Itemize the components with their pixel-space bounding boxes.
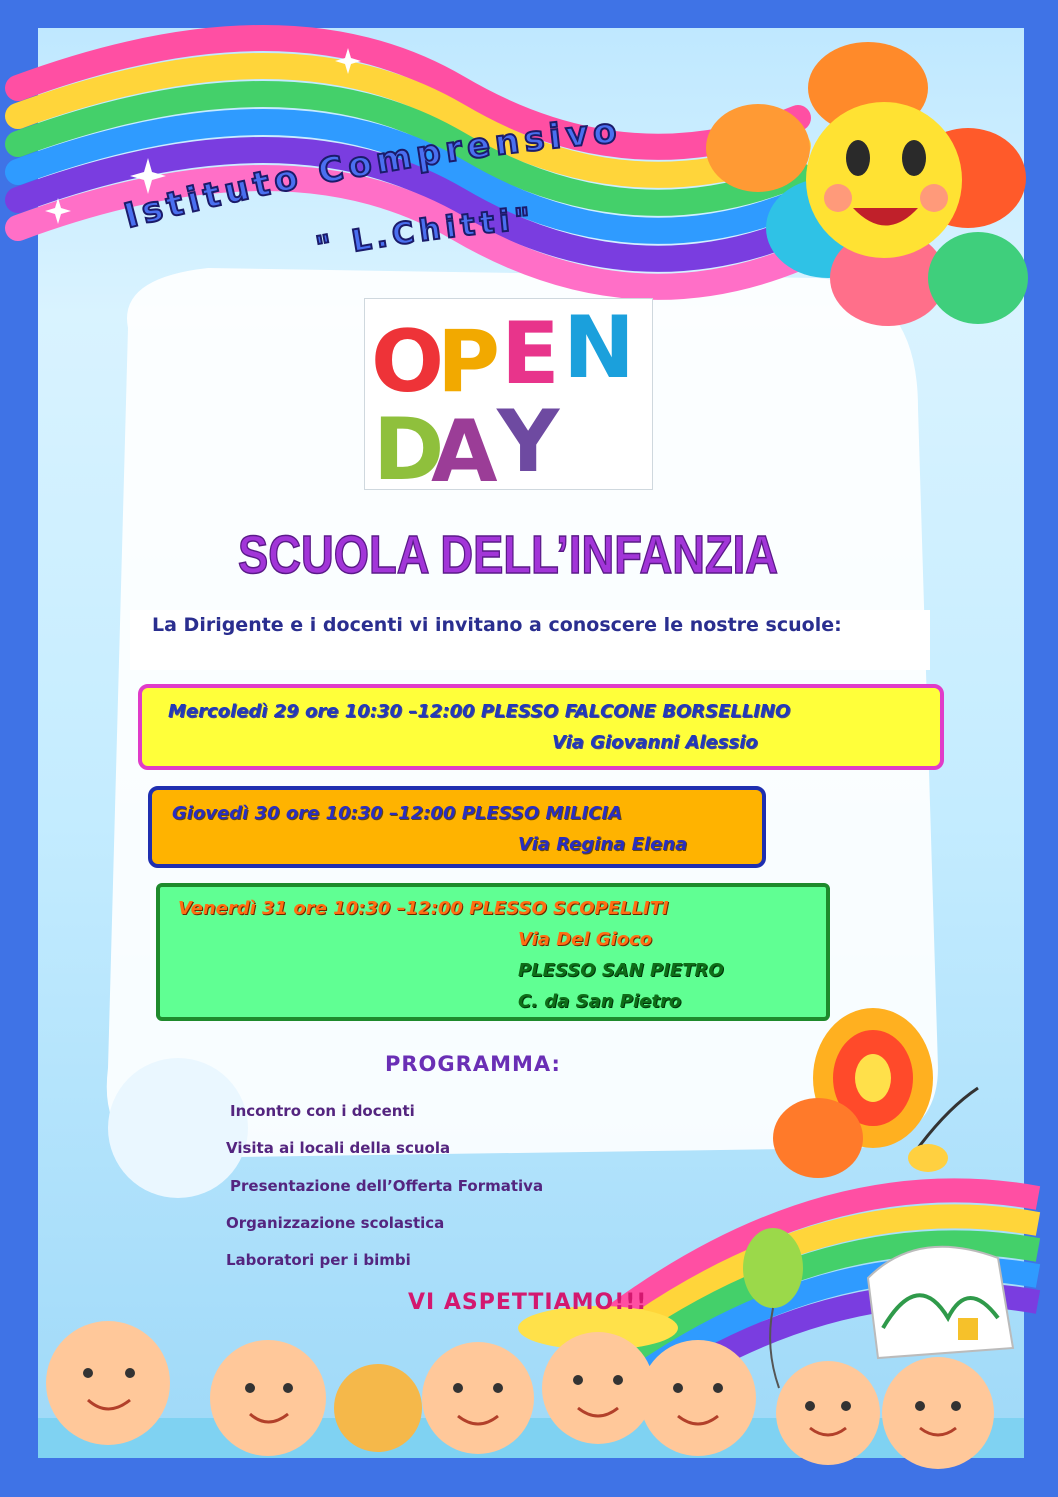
session-3-line2: Via Del Gioco bbox=[518, 929, 653, 950]
session-3-line3: PLESSO SAN PIETRO bbox=[518, 960, 724, 981]
cloud-bubble bbox=[108, 1058, 248, 1198]
house-drawing-icon bbox=[868, 1247, 1013, 1358]
logo-letter-p: P bbox=[437, 312, 501, 412]
program-item: Visita ai locali della scuola bbox=[226, 1139, 451, 1157]
invite-line bbox=[130, 610, 930, 670]
session-1-line1: Mercoledì 29 ore 10:30 –12:00 PLESSO FALCONE BORSELLINO bbox=[168, 701, 791, 722]
session-box-friday bbox=[156, 883, 830, 1021]
logo-letter-e: E bbox=[501, 304, 560, 404]
session-3-line4: C. da San Pietro bbox=[518, 991, 682, 1012]
svg-text:Istituto Comprensivo bbox=[120, 111, 623, 237]
logo-letter-a: A bbox=[431, 402, 498, 502]
program-item: Laboratori per i bimbi bbox=[226, 1251, 411, 1269]
open-day-logo bbox=[364, 298, 653, 502]
program-title: PROGRAMMA: bbox=[385, 1052, 561, 1076]
svg-text:" L.Chitti" bbox=[313, 201, 536, 265]
session-box-thursday bbox=[148, 786, 766, 868]
session-2-line1: Giovedì 30 ore 10:30 –12:00 PLESSO MILICIA bbox=[172, 803, 623, 824]
school-title bbox=[108, 108, 808, 308]
closing-message: VI ASPETTIAMO!!! bbox=[408, 1290, 648, 1315]
logo-letter-n: N bbox=[563, 298, 635, 398]
page-heading bbox=[228, 513, 788, 593]
school-name-line1: Istituto Comprensivo bbox=[120, 110, 624, 237]
logo-letter-o: O bbox=[371, 312, 445, 412]
session-3-line1: Venerdì 31 ore 10:30 –12:00 PLESSO SCOPELLITI bbox=[178, 898, 669, 919]
logo-letter-d: D bbox=[373, 400, 445, 500]
program-item: Presentazione dell’Offerta Formativa bbox=[230, 1177, 544, 1195]
heading-text: SCUOLA DELL’INFANZIA bbox=[238, 525, 778, 585]
program-item: Incontro con i docenti bbox=[230, 1102, 415, 1120]
session-1-line2: Via Giovanni Alessio bbox=[552, 732, 758, 753]
invite-text: La Dirigente e i docenti vi invitano a conoscere le nostre scuole: bbox=[152, 614, 842, 636]
poster-canvas bbox=[38, 28, 1024, 1452]
session-box-wednesday bbox=[138, 684, 944, 770]
session-2-line2: Via Regina Elena bbox=[518, 834, 688, 855]
school-name-line2: " L.Chitti" bbox=[313, 201, 537, 266]
logo-letter-y: Y bbox=[497, 392, 560, 492]
program-item: Organizzazione scolastica bbox=[226, 1214, 445, 1232]
open-day-logo-art bbox=[365, 298, 652, 502]
